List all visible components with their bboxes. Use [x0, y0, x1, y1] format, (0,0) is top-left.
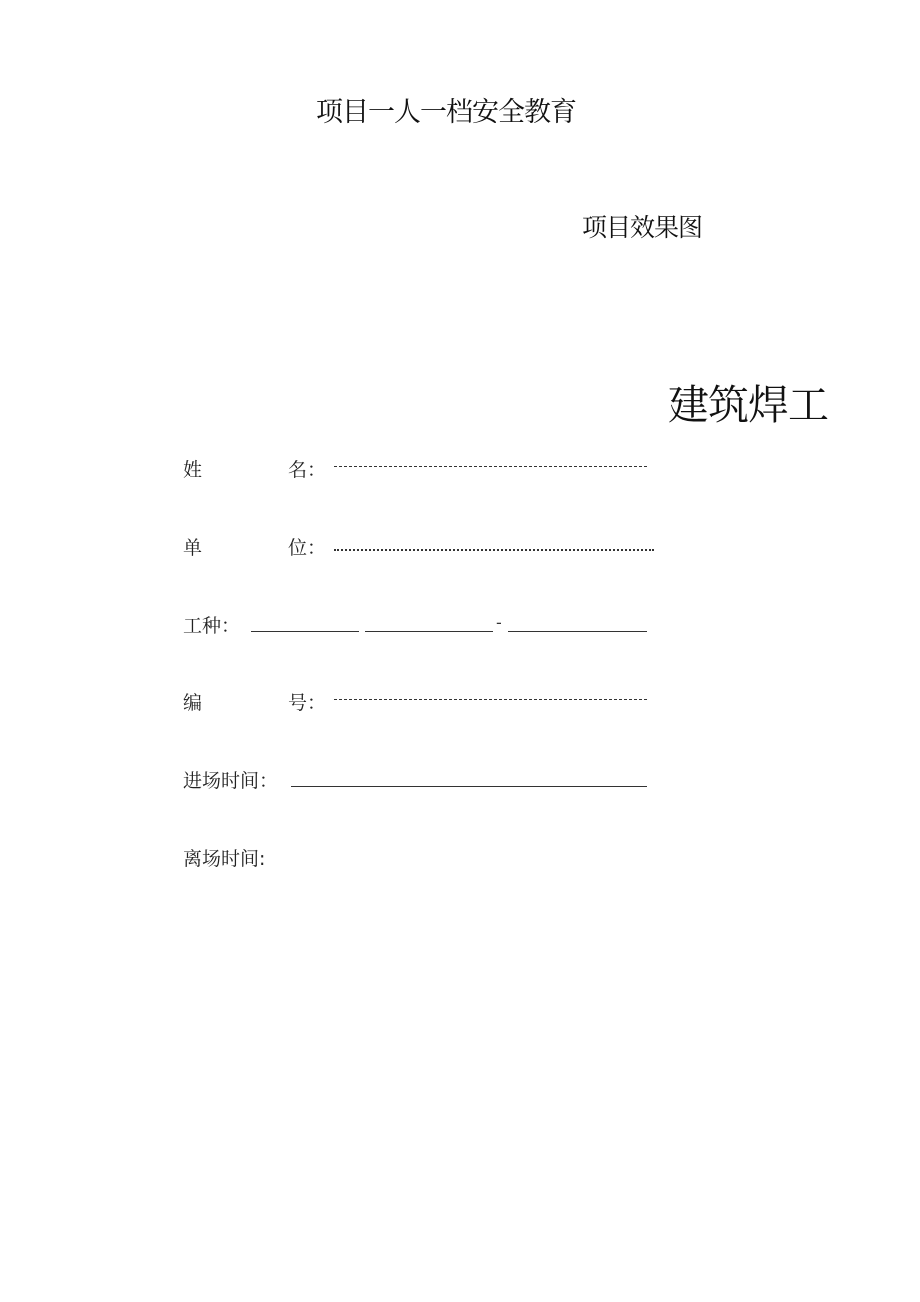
number-label-char2: 号：: [288, 692, 327, 714]
job-type-label: 工种：: [183, 615, 241, 637]
unit-label-char2: 位：: [288, 537, 327, 559]
job-type-separator: -: [496, 613, 502, 632]
name-label-char1: 姓: [183, 459, 203, 481]
number-input-line[interactable]: [334, 699, 647, 700]
name-input-line[interactable]: [334, 466, 647, 467]
document-subtitle: 项目效果图: [582, 213, 703, 242]
job-type-line-3[interactable]: [508, 631, 647, 632]
document-title: 项目一人一档安全教育: [316, 97, 576, 128]
job-type-line-2[interactable]: [365, 631, 493, 632]
entry-time-input-line[interactable]: [291, 786, 647, 787]
unit-input-line[interactable]: [334, 549, 654, 551]
trade-heading: 建筑焊工: [668, 381, 828, 429]
unit-label-char1: 单: [183, 537, 203, 559]
job-type-line-1[interactable]: [251, 631, 359, 632]
name-label-char2: 名：: [288, 459, 327, 481]
exit-time-label: 离场时间:: [183, 848, 266, 870]
number-label-char1: 编: [183, 692, 203, 714]
entry-time-label: 进场时间：: [183, 770, 279, 792]
